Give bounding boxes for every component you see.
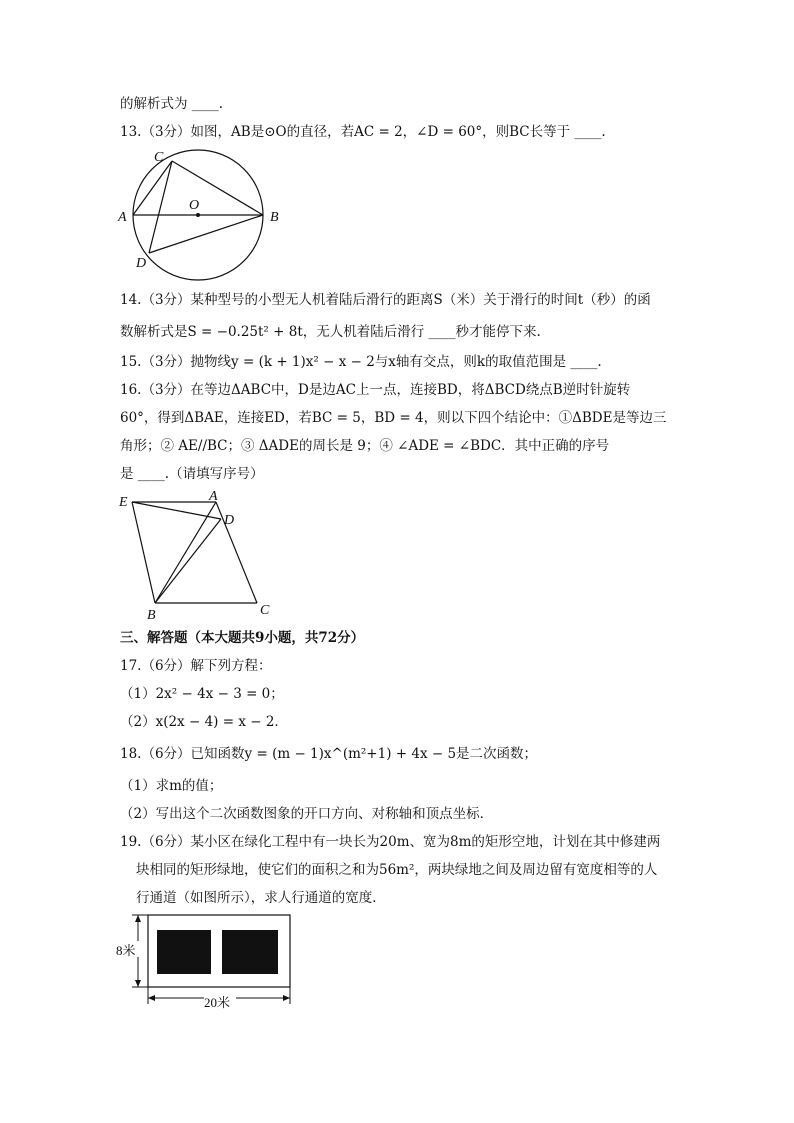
text-line: 行通道（如图所示），求人行通道的宽度． [136, 890, 386, 906]
text-line: （2）x(2x − 4) = x − 2． [120, 714, 288, 730]
label-a: A [209, 489, 218, 504]
question-18: 18.（6分）已知函数y = (m − 1)x^(m²+1) + 4x − 5是二次函数； [120, 746, 538, 762]
label-c: C [154, 150, 164, 165]
label-a: A [118, 210, 127, 225]
green-plot-right [222, 930, 278, 974]
text-line: 块相同的矩形绿地，使它们的面积之和为56m²，两块绿地之间及周边留有宽度相等的人 [136, 862, 658, 878]
text-line: （1）2x² − 4x − 3 = 0； [120, 686, 284, 702]
label-b: B [147, 608, 156, 623]
question-16: 16.（3分）在等边ΔABC中，D是边AC上一点，连接BD，将ΔBCD绕点B逆时针旋转 [120, 382, 631, 398]
question-19: 19.（6分）某小区在绿化工程中有一块长为20m、宽为8m的矩形空地，计划在其中修建两 [120, 834, 661, 850]
label-o: O [189, 198, 200, 213]
text-line: 角形；② AE//BC；③ ΔADE的周长是 9；④ ∠ADE = ∠BDC．其中正确的序号 [120, 438, 610, 454]
green-plot-left [157, 930, 211, 974]
section-heading: 三、解答题（本大题共9小题，共72分） [120, 630, 365, 646]
figure-16-triangles [112, 488, 282, 623]
label-d: D [136, 256, 147, 271]
figure-13-circle [114, 146, 284, 282]
question-13: 13.（3分）如图，AB是⊙O的直径，若AC = 2，∠D = 60°，则BC长等于 ____. [120, 124, 606, 140]
text-line: 60°，得到ΔBAE，连接ED，若BC = 5，BD = 4，则以下四个结论中：①ΔBDE是等边三 [120, 410, 667, 426]
text-line: （1）求m的值； [120, 778, 223, 794]
text-line: （2）写出这个二次函数图象的开口方向、对称轴和顶点坐标． [120, 806, 494, 822]
question-14: 14.（3分）某种型号的小型无人机着陆后滑行的距离S（米）关于滑行的时间t（秒）的函 [120, 292, 651, 308]
question-15: 15.（3分）抛物线y = (k + 1)x² − x − 2与x轴有交点，则k的取值范围是 ____. [120, 354, 602, 370]
text-line: 数解析式是S = −0.25t² + 8t，无人机着陆后滑行 ____秒才能停下来. [120, 324, 541, 340]
label-width: 20米 [204, 995, 231, 1010]
text-line: 的解析式为 ____. [120, 96, 224, 112]
label-e: E [119, 495, 128, 510]
label-b: B [270, 210, 279, 225]
question-17: 17.（6分）解下列方程： [120, 658, 272, 674]
label-height: 8米 [116, 943, 136, 958]
figure-19-plots [112, 910, 302, 1012]
label-d: D [224, 513, 235, 528]
label-c: C [260, 603, 270, 618]
text-line: 是 ____.（请填写序号） [120, 466, 264, 482]
